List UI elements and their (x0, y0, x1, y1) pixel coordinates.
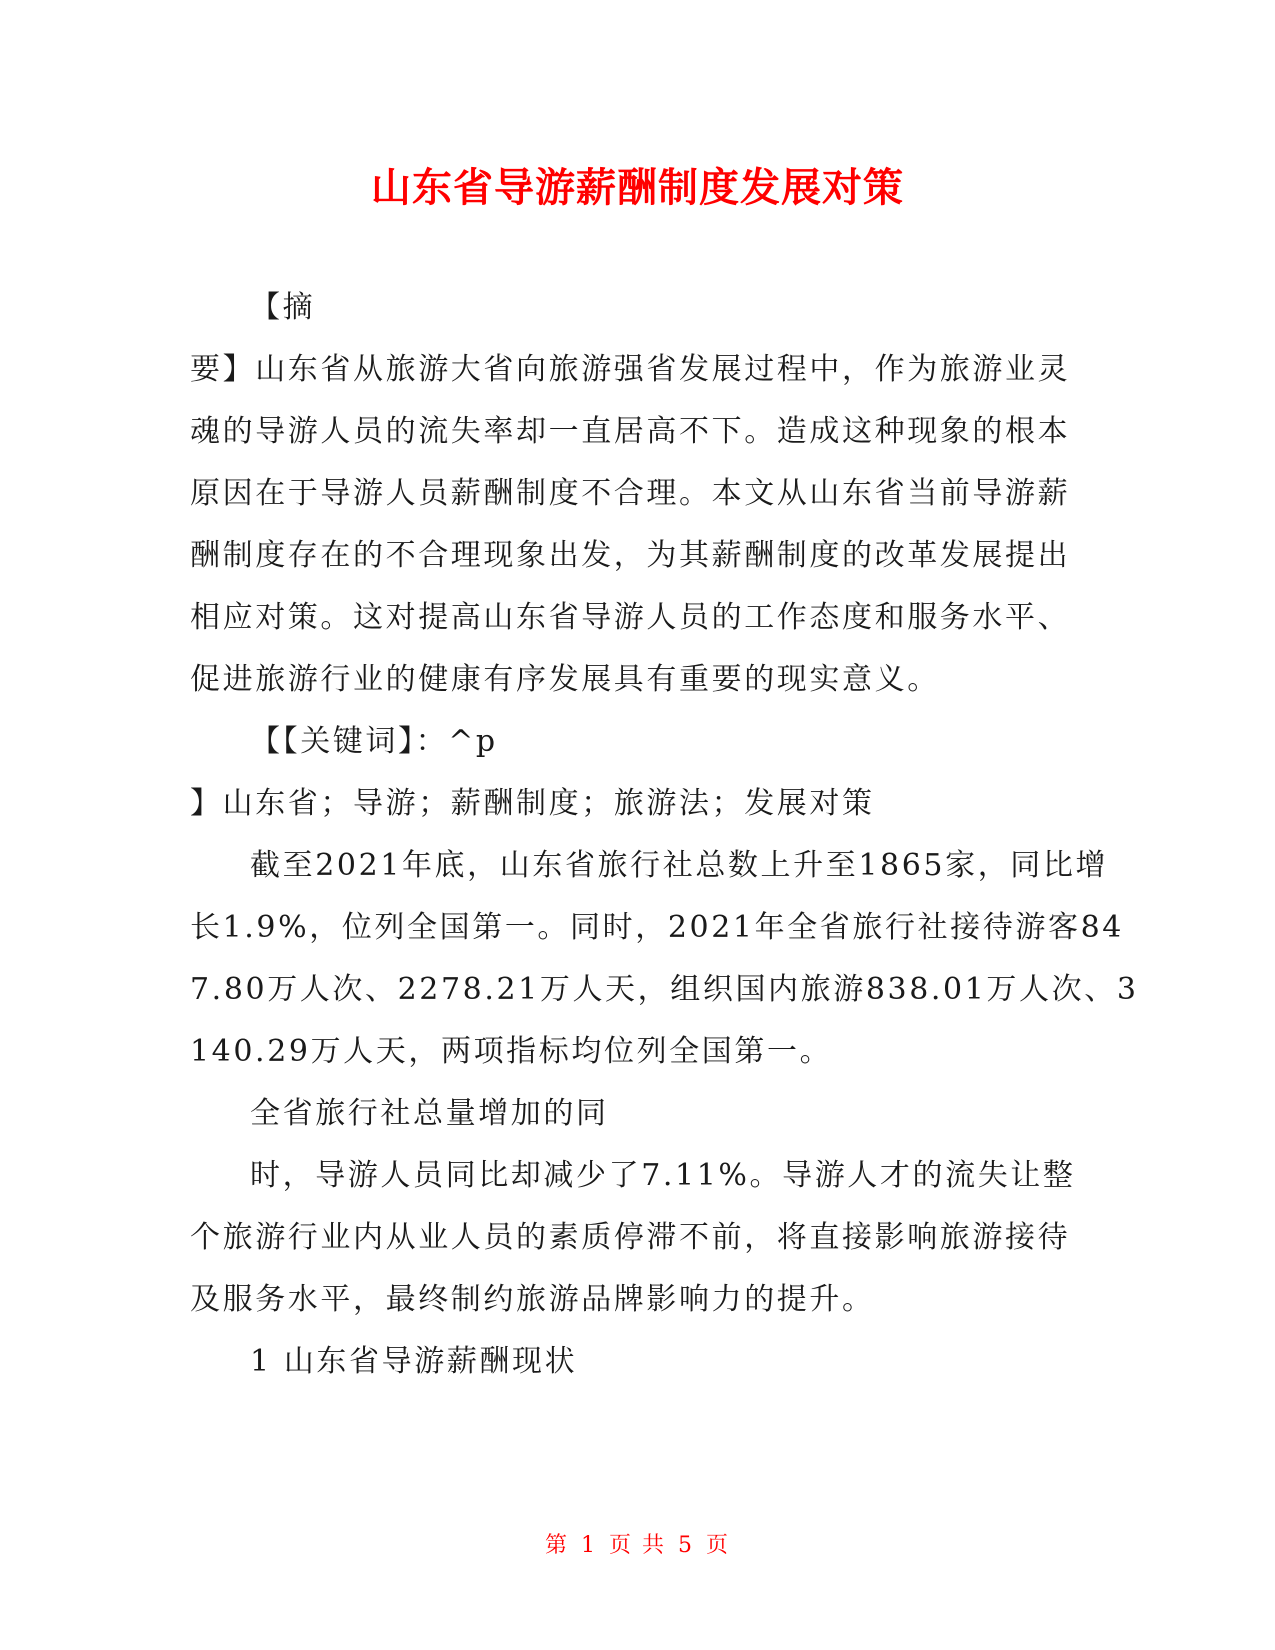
paragraph-line: 长1.9%，位列全国第一。同时，2021年全省旅行社接待游客84 (190, 910, 1124, 945)
paragraph-line: 全省旅行社总量增加的同 (250, 1096, 609, 1131)
page-total: 5 (678, 1533, 694, 1558)
paragraph-line: 时，导游人员同比却减少了7.11%。导游人才的流失让整 (250, 1158, 1076, 1193)
paragraph-line: 酬制度存在的不合理现象出发，为其薪酬制度的改革发展提出 (190, 538, 1071, 573)
footer-suffix: 页 (706, 1533, 731, 1558)
keywords-line: 】山东省；导游；薪酬制度；旅游法；发展对策 (190, 786, 875, 821)
paragraph-line: 个旅游行业内从业人员的素质停滞不前，将直接影响旅游接待 (190, 1220, 1071, 1255)
page-number: 1 (581, 1533, 597, 1558)
paragraph-line: 要】山东省从旅游大省向旅游强省发展过程中，作为旅游业灵 (190, 352, 1071, 387)
keywords-label-line: 【【关键词】：^p (250, 724, 498, 759)
paragraph-line: 原因在于导游人员薪酬制度不合理。本文从山东省当前导游薪 (190, 476, 1071, 511)
paragraph-line: 魂的导游人员的流失率却一直居高不下。造成这种现象的根本 (190, 414, 1071, 449)
paragraph-line: 140.29万人天，两项指标均位列全国第一。 (190, 1034, 833, 1069)
paragraph-line: 促进旅游行业的健康有序发展具有重要的现实意义。 (190, 662, 940, 697)
paragraph-line: 截至2021年底，山东省旅行社总数上升至1865家，同比增 (250, 848, 1109, 883)
document-title: 山东省导游薪酬制度发展对策 (371, 165, 904, 211)
paragraph-line: 7.80万人次、2278.21万人天，组织国内旅游838.01万人次、3 (190, 972, 1139, 1007)
footer-prefix: 第 (544, 1533, 569, 1558)
abstract-label-line: 【摘 (250, 290, 316, 325)
footer-mid: 页 共 (609, 1533, 666, 1558)
section-heading: 1 山东省导游薪酬现状 (250, 1344, 578, 1379)
paragraph-line: 相应对策。这对提高山东省导游人员的工作态度和服务水平、 (190, 600, 1071, 635)
paragraph-line: 及服务水平，最终制约旅游品牌影响力的提升。 (190, 1282, 875, 1317)
page-footer (0, 1532, 1275, 1560)
